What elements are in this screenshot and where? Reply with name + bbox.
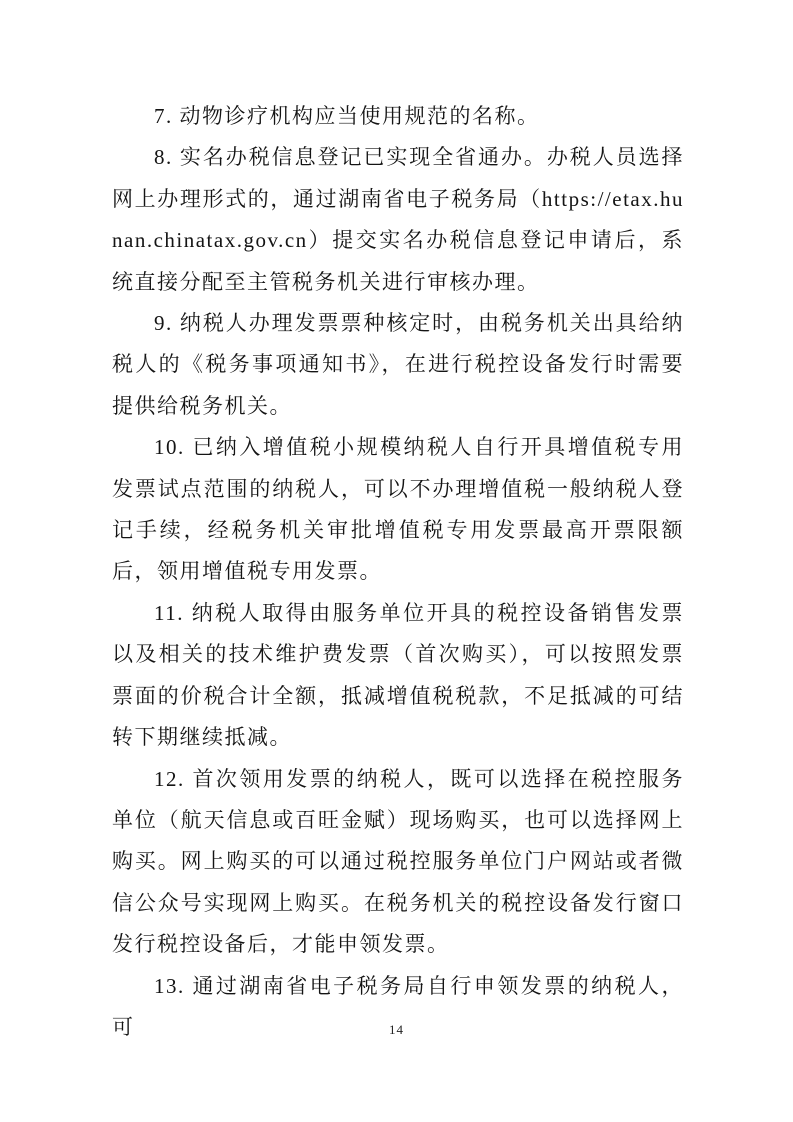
paragraph-item-13: 13. 通过湖南省电子税务局自行申领发票的纳税人，可 [112,973,684,1039]
page-number: 14 [389,1022,404,1037]
paragraph-item-11: 11. 纳税人取得由服务单位开具的税控设备销售发票以及相关的技术维护费发票（首次购买），可以按照发票票面的价税合计全额，抵减增值税税款，不足抵减的可结转下期继续抵减。 [112,600,684,750]
paragraph-item-9: 9. 纳税人办理发票票种核定时，由税务机关出具给纳税人的《税务事项通知书》，在进行税控设备发行时需要提供给税务机关。 [112,311,684,418]
paragraph-item-7: 7. 动物诊疗机构应当使用规范的名称。 [154,104,540,128]
paragraph-item-12: 12. 首次领用发票的纳税人，既可以选择在税控服务单位（航天信息或百旺金赋）现场购买，也可以选择网上购买。网上购买的可以通过税控服务单位门户网站或者微信公众号实现网上购买。在税务机关的税控设备发行窗口发行税控设备后，才能申领发票。 [112,766,684,957]
paragraph-item-10: 10. 已纳入增值税小规模纳税人自行开具增值税专用发票试点范围的纳税人，可以不办理增值税一般纳税人登记手续，经税务机关审批增值税专用发票最高开票限额后，领用增值税专用发票。 [112,435,684,584]
paragraph-item-8: 8. 实名办税信息登记已实现全省通办。办税人员选择网上办理形式的，通过湖南省电子税务局（https://etax.hunan.chinatax.gov.cn）提交实名办税信息登记申请后，系统直接分配至主管税务机关进行审核办理。 [112,145,684,294]
document-body [112,96,684,1048]
